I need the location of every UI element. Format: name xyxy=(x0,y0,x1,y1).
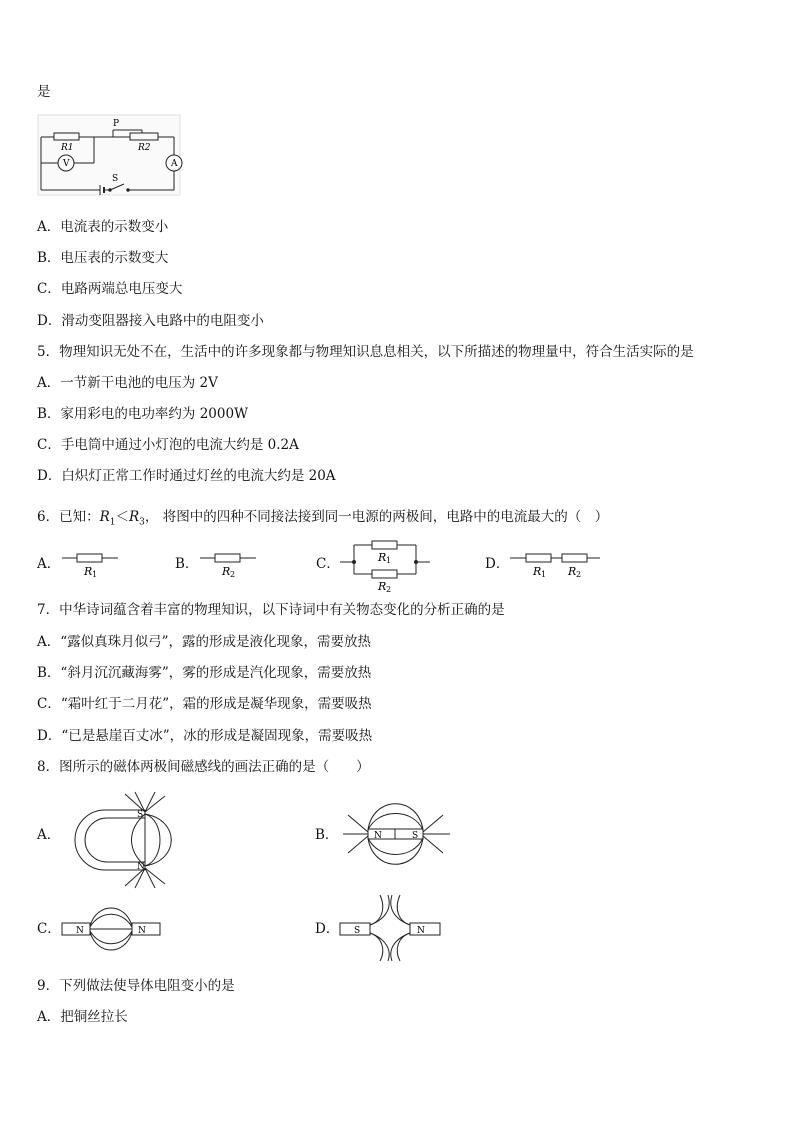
svg-text:R: R xyxy=(84,565,93,578)
q5-stem: 5．物理知识无处不在，生活中的许多现象都与物理知识息息相关，以下所描述的物理量中，符合生活实际的是 xyxy=(37,344,694,360)
svg-text:N: N xyxy=(417,926,425,936)
svg-text:S: S xyxy=(137,810,144,820)
switch-label: S xyxy=(112,174,119,184)
svg-text:1: 1 xyxy=(386,556,392,565)
q7-stem: 7．中华诗词蕴含着丰富的物理知识，以下诗词中有关物态变化的分析正确的是 xyxy=(37,602,505,618)
q8-option-d-label: D． xyxy=(315,921,340,937)
q9-option-a: A．把铜丝拉长 xyxy=(37,1009,128,1025)
q8-option-b-label: B． xyxy=(315,827,339,843)
q9-stem: 9．下列做法使导体电阻变小的是 xyxy=(37,978,235,994)
q8-stem: 8．图所示的磁体两极间磁感线的画法正确的是（ ） xyxy=(37,759,370,775)
q8-magnet-a xyxy=(65,790,195,890)
q7-option-b: B．“斜月沉沉藏海雾”，雾的形成是汽化现象，需要放热 xyxy=(37,665,372,681)
q6-option-a-label: A． xyxy=(37,556,61,572)
svg-text:R: R xyxy=(378,551,387,564)
q6-option-d-label: D． xyxy=(485,556,510,572)
q4-option-c: C．电路两端总电压变大 xyxy=(37,281,183,297)
q8-magnet-d xyxy=(340,893,450,963)
q5-option-d: D．白炽灯正常工作时通过灯丝的电流大约是 20A xyxy=(37,468,336,484)
slider-label: P xyxy=(113,119,120,129)
q7-option-c: C．“霜叶红于二月花”，霜的形成是凝华现象，需要吸热 xyxy=(37,696,372,712)
svg-text:N: N xyxy=(137,862,145,872)
svg-text:S: S xyxy=(354,926,361,936)
q8-option-a-label: A． xyxy=(37,827,61,843)
svg-text:S: S xyxy=(412,831,419,841)
q7-option-a: A．“露似真珠月似弓”，露的形成是液化现象，需要放热 xyxy=(37,634,372,650)
svg-text:N: N xyxy=(138,926,146,936)
svg-text:1: 1 xyxy=(92,570,98,579)
svg-text:R: R xyxy=(222,565,231,578)
q4-circuit-diagram xyxy=(38,115,183,197)
voltmeter-label: V xyxy=(63,159,70,169)
q5-option-c: C．手电筒中通过小灯泡的电流大约是 0.2A xyxy=(37,437,299,453)
q4-option-a: A．电流表的示数变小 xyxy=(37,219,169,235)
svg-text:N: N xyxy=(76,926,84,936)
svg-text:R: R xyxy=(378,580,387,593)
q8-magnet-c xyxy=(62,900,172,960)
r1-label: R1 xyxy=(61,143,74,153)
q8-magnet-b xyxy=(338,790,458,880)
q6-circuit-d xyxy=(510,552,605,578)
svg-text:N: N xyxy=(374,831,382,841)
svg-text:2: 2 xyxy=(386,585,392,594)
q5-option-b: B．家用彩电的电功率约为 2000W xyxy=(37,406,248,422)
continuation-text: 是 xyxy=(37,84,51,100)
svg-text:R: R xyxy=(533,565,542,578)
q6-circuit-c xyxy=(340,537,435,593)
q5-option-a: A．一节新干电池的电压为 2V xyxy=(37,375,218,391)
q8-option-c-label: C． xyxy=(37,921,61,937)
r2-label: R2 xyxy=(138,143,151,153)
svg-text:2: 2 xyxy=(230,570,236,579)
q6-stem: 6．已知：$R_1<R_3$， 将图中的四种不同接法接到同一电源的两极间，电路中的电流最大的（ ） xyxy=(37,509,609,528)
svg-text:1: 1 xyxy=(541,570,547,579)
q6-option-c-label: C． xyxy=(316,556,340,572)
q6-option-b-label: B． xyxy=(175,556,199,572)
svg-text:R: R xyxy=(568,565,577,578)
q4-option-d: D．滑动变阻器接入电路中的电阻变小 xyxy=(37,313,264,329)
q4-option-b: B．电压表的示数变大 xyxy=(37,250,169,266)
ammeter-label: A xyxy=(171,159,178,169)
q6-circuit-b xyxy=(200,552,260,579)
svg-text:2: 2 xyxy=(576,570,582,579)
q6-circuit-a xyxy=(62,552,122,579)
q7-option-d: D．“已是悬崖百丈冰”，冰的形成是凝固现象，需要吸热 xyxy=(37,728,373,744)
